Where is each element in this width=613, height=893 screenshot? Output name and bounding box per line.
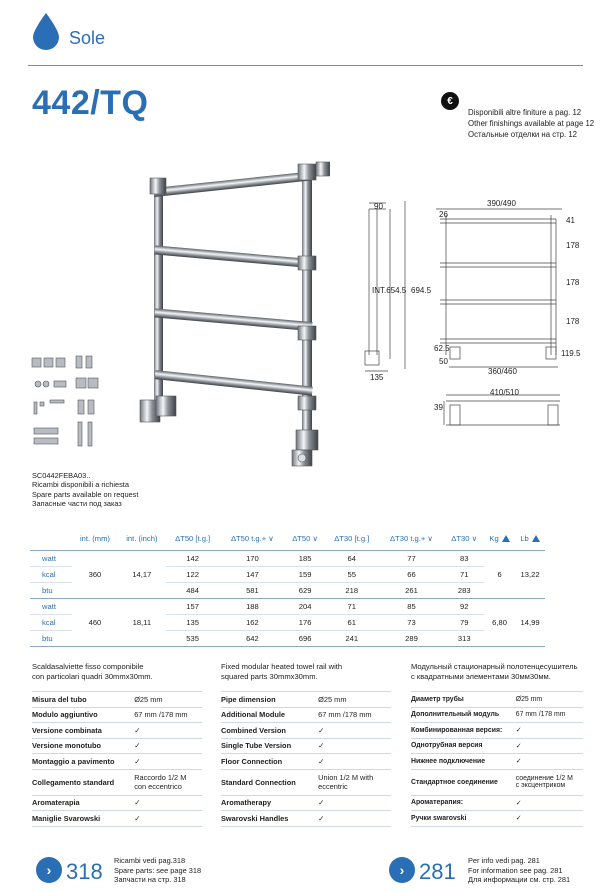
dim-total-height: 694.5: [411, 286, 432, 295]
footer-note-line: Spare parts: see page 318: [114, 865, 202, 875]
cell-value: 122: [166, 566, 220, 582]
dim-plan-depth: 39: [434, 403, 443, 412]
spec-value: ✓: [134, 754, 202, 770]
cell-value: 188: [220, 598, 286, 614]
cell-value: 289: [379, 630, 445, 646]
finish-notes: [468, 107, 594, 140]
spec-key: Swarovski Handles: [221, 811, 318, 827]
cell-value: 142: [166, 550, 220, 566]
spec-row: [411, 738, 583, 754]
description-en: [221, 662, 342, 682]
cell-value: 66: [379, 566, 445, 582]
table-row: [30, 598, 545, 614]
spec-key: Modulo aggiuntivo: [32, 707, 134, 723]
spec-value-line: Union 1/2 M with: [318, 773, 374, 782]
spec-row: [32, 811, 202, 827]
spec-row: [411, 795, 583, 811]
cell-value: 135: [166, 614, 220, 630]
spec-key: Standard Connection: [221, 769, 318, 795]
cell-value: 313: [444, 630, 484, 646]
spec-value: [134, 769, 202, 795]
description-line: squared parts 30mmx30mm.: [221, 672, 318, 681]
spec-row: [221, 754, 391, 770]
spec-row: [32, 692, 202, 708]
spec-row: [411, 754, 583, 770]
cell-value: 77: [379, 550, 445, 566]
header-divider: [28, 65, 583, 66]
spec-row: [221, 723, 391, 739]
description-line: с квадратными элементами 30мм30мм.: [411, 672, 551, 681]
footer-note-line: Ricambi vedi pag.318: [114, 856, 186, 865]
dim-inner-left: 62.5: [434, 344, 450, 353]
cell-lb: 13,22: [515, 550, 545, 598]
cell-value: 185: [285, 550, 325, 566]
cell-value: 484: [166, 582, 220, 598]
dim-axis-range: 360/460: [488, 367, 517, 376]
finish-note-it: Disponibili altre finiture a pag. 12: [468, 108, 582, 117]
cell-value: 176: [285, 614, 325, 630]
cell-int-inch: 18,11: [118, 598, 166, 646]
row-label: watt: [30, 598, 72, 614]
row-label: kcal: [30, 566, 72, 582]
spec-table-ru: [411, 691, 583, 827]
cell-kg: 6: [484, 550, 515, 598]
cell-value: 79: [444, 614, 484, 630]
cell-value: 581: [220, 582, 286, 598]
spec-value-line: соединение 1/2 M: [515, 775, 573, 782]
cell-value: 241: [325, 630, 379, 646]
chevron-right-icon[interactable]: ›: [36, 857, 62, 883]
spare-parts-illustration: [30, 352, 110, 460]
cell-value: 283: [444, 582, 484, 598]
cell-kg: 6,80: [484, 598, 515, 646]
spec-value: Ø25 mm: [318, 692, 391, 708]
spare-parts-line: Spare parts available on request: [32, 489, 139, 499]
dim-plan-width: 410/510: [490, 388, 519, 397]
spec-value: ✓: [134, 723, 202, 739]
spec-key: Versione combinata: [32, 723, 134, 739]
spec-value: 67 mm /178 mm: [318, 707, 391, 723]
cell-value: 642: [220, 630, 286, 646]
spec-key: Стандартное соединение: [411, 769, 516, 795]
description-line: con particolari quadri 30mmx30mm.: [32, 672, 153, 681]
footer-page-left[interactable]: 318: [66, 859, 103, 884]
cell-value: 92: [444, 598, 484, 614]
col-int-mm: int. (mm): [72, 528, 118, 550]
cell-lb: 14,99: [515, 598, 545, 646]
col-kg: [484, 528, 515, 550]
spec-key: Collegamento standard: [32, 769, 134, 795]
spec-row: [32, 707, 202, 723]
finish-note-ru: Остальные отделки на стр. 12: [468, 130, 578, 139]
spec-key: Нижнее подключение: [411, 754, 516, 770]
spec-key: Aromaterapia: [32, 795, 134, 811]
spec-row: [411, 707, 583, 723]
model-title: 442/TQ: [32, 84, 149, 122]
cell-value: 85: [379, 598, 445, 614]
cell-value: 170: [220, 550, 286, 566]
performance-table: [30, 528, 545, 647]
chevron-right-icon[interactable]: ›: [389, 857, 415, 883]
description-line: Scaldasalviette fisso componibile: [32, 662, 144, 671]
weight-icon: [502, 535, 510, 542]
dim-int-height: INT.654.5: [372, 286, 407, 295]
spec-value: ✓: [134, 738, 202, 754]
spare-parts-code: SC0442FEBA03..: [32, 471, 91, 480]
cell-value: 157: [166, 598, 220, 614]
spec-value: ✓: [318, 754, 391, 770]
finish-note-en: Other finishings available at page 12: [468, 119, 595, 128]
spec-key: Misura del tubo: [32, 692, 134, 708]
col-kg-label: Kg: [489, 534, 499, 544]
spec-row: [32, 754, 202, 770]
cell-value: 64: [325, 550, 379, 566]
footer-note-line: Per info vedi pag. 281: [468, 856, 540, 865]
footer-note-line: Запчасти на стр. 318: [114, 875, 186, 885]
footer-note-line: For information see pag. 281: [468, 865, 563, 875]
footer-note-line: Для информации см. стр. 281: [468, 875, 571, 885]
spec-value: [516, 769, 583, 795]
dim-gap-1: 178: [566, 241, 580, 250]
cell-value: 73: [379, 614, 445, 630]
description-ru: [411, 662, 578, 682]
spec-key: Pipe dimension: [221, 692, 318, 708]
spec-value-line: con eccentrico: [134, 782, 182, 791]
spec-value: ✓: [318, 795, 391, 811]
spec-key: Однотрубная версия: [411, 738, 516, 754]
spec-key: Versione monotubo: [32, 738, 134, 754]
dim-side-width: 90: [374, 202, 383, 211]
footer-page-right[interactable]: 281: [419, 859, 456, 884]
spec-value: ✓: [318, 723, 391, 739]
spec-row: [221, 692, 391, 708]
dimension-drawings: [350, 195, 590, 435]
row-label: kcal: [30, 614, 72, 630]
spec-row: [32, 723, 202, 739]
table-header-row: [30, 528, 545, 550]
cell-value: 535: [166, 630, 220, 646]
cell-value: 55: [325, 566, 379, 582]
table-row: [30, 550, 545, 566]
spec-key: Ароматерапия:: [411, 795, 516, 811]
cell-value: 71: [325, 598, 379, 614]
spec-value-line: eccentric: [318, 782, 348, 791]
description-line: Fixed modular heated towel rail with: [221, 662, 343, 671]
spec-value: [318, 769, 391, 795]
spec-row: [221, 769, 391, 795]
brand-name: Sole: [69, 28, 106, 48]
dim-bottom-left: 50: [439, 357, 448, 366]
spec-row: [411, 723, 583, 739]
spec-row: [411, 811, 583, 827]
spec-value: ✓: [516, 795, 583, 811]
cell-int-mm: 360: [72, 550, 118, 598]
spec-row: [221, 795, 391, 811]
dim-gap-3: 178: [566, 317, 580, 326]
col-dt30-tg-plus: ΔT30 t.g.+ ∨: [379, 528, 445, 550]
spare-parts-note: [32, 471, 138, 509]
col-empty: [30, 528, 72, 550]
euro-badge-icon: €: [441, 92, 459, 110]
col-dt50-tg: ΔT50 [t.g.]: [166, 528, 220, 550]
spec-value: Ø25 mm: [134, 692, 202, 708]
description-line: Модульный стационарный полотенцесушитель: [411, 662, 578, 671]
dim-top-gap: 41: [566, 216, 575, 225]
spec-key: Дополнительный модуль: [411, 707, 516, 723]
spec-table-it: [32, 691, 202, 827]
spec-value: ✓: [318, 811, 391, 827]
spec-key: Aromatherapy: [221, 795, 318, 811]
description-it: [32, 662, 153, 682]
cell-value: 629: [285, 582, 325, 598]
cell-value: 83: [444, 550, 484, 566]
col-int-inch: int. (inch): [118, 528, 166, 550]
col-dt50: ΔT50 ∨: [285, 528, 325, 550]
cell-value: 218: [325, 582, 379, 598]
spare-parts-line: Запасные части под заказ: [32, 499, 122, 509]
spec-row: [221, 707, 391, 723]
spec-value: ✓: [516, 754, 583, 770]
cell-value: 159: [285, 566, 325, 582]
spec-value-line: с эксцентриком: [515, 782, 566, 789]
col-dt30-tg: ΔT30 [t.g.]: [325, 528, 379, 550]
spec-key: Additional Module: [221, 707, 318, 723]
spec-row: [221, 811, 391, 827]
spec-row: [32, 769, 202, 795]
cell-value: 204: [285, 598, 325, 614]
spec-value: 67 mm /178 mm: [516, 707, 583, 723]
spec-key: Floor Connection: [221, 754, 318, 770]
cell-int-inch: 14,17: [118, 550, 166, 598]
spec-row: [32, 738, 202, 754]
col-lb: [515, 528, 545, 550]
spec-key: Ручки swarovski: [411, 811, 516, 827]
spec-value: ✓: [134, 795, 202, 811]
col-lb-label: Lb: [520, 534, 529, 544]
spec-key: Combined Version: [221, 723, 318, 739]
cell-value: 61: [325, 614, 379, 630]
cell-value: 147: [220, 566, 286, 582]
dim-top-offset: 26: [439, 210, 448, 219]
row-label: btu: [30, 582, 72, 598]
weight-icon: [532, 535, 540, 542]
dim-side-depth: 135: [370, 373, 384, 382]
spec-value: ✓: [318, 738, 391, 754]
spec-row: [411, 769, 583, 795]
spec-value: ✓: [516, 723, 583, 739]
spec-table-en: [221, 691, 391, 827]
spec-value: ✓: [134, 811, 202, 827]
cell-int-mm: 460: [72, 598, 118, 646]
row-label: btu: [30, 630, 72, 646]
cell-value: 261: [379, 582, 445, 598]
row-label: watt: [30, 550, 72, 566]
spec-value: 67 mm /178 mm: [134, 707, 202, 723]
dim-width-range: 390/490: [487, 199, 516, 208]
cell-value: 71: [444, 566, 484, 582]
spec-key: Комбинированная версия:: [411, 723, 516, 739]
spec-value: ✓: [516, 811, 583, 827]
spec-key: Montaggio a pavimento: [32, 754, 134, 770]
spare-parts-line: Ricambi disponibili a richiesta: [32, 480, 129, 490]
spec-key: Single Tube Version: [221, 738, 318, 754]
spec-key: Maniglie Svarowski: [32, 811, 134, 827]
spec-value: Ø25 mm: [516, 692, 583, 708]
col-dt50-tg-plus: ΔT50 t.g.+ ∨: [220, 528, 286, 550]
spec-value-line: Raccordo 1/2 M: [134, 773, 187, 782]
spec-row: [221, 738, 391, 754]
cell-value: 162: [220, 614, 286, 630]
spec-row: [32, 795, 202, 811]
spec-value: ✓: [516, 738, 583, 754]
water-drop-icon: [31, 12, 61, 50]
spec-row: [411, 692, 583, 708]
footer-note-right: [468, 856, 570, 885]
spec-key: Диаметр трубы: [411, 692, 516, 708]
dim-bottom-gap: 119.5: [561, 349, 581, 358]
col-dt30: ΔT30 ∨: [444, 528, 484, 550]
cell-value: 696: [285, 630, 325, 646]
dim-gap-2: 178: [566, 278, 580, 287]
footer-note-left: [114, 856, 201, 885]
towel-rail-illustration: [130, 160, 330, 470]
